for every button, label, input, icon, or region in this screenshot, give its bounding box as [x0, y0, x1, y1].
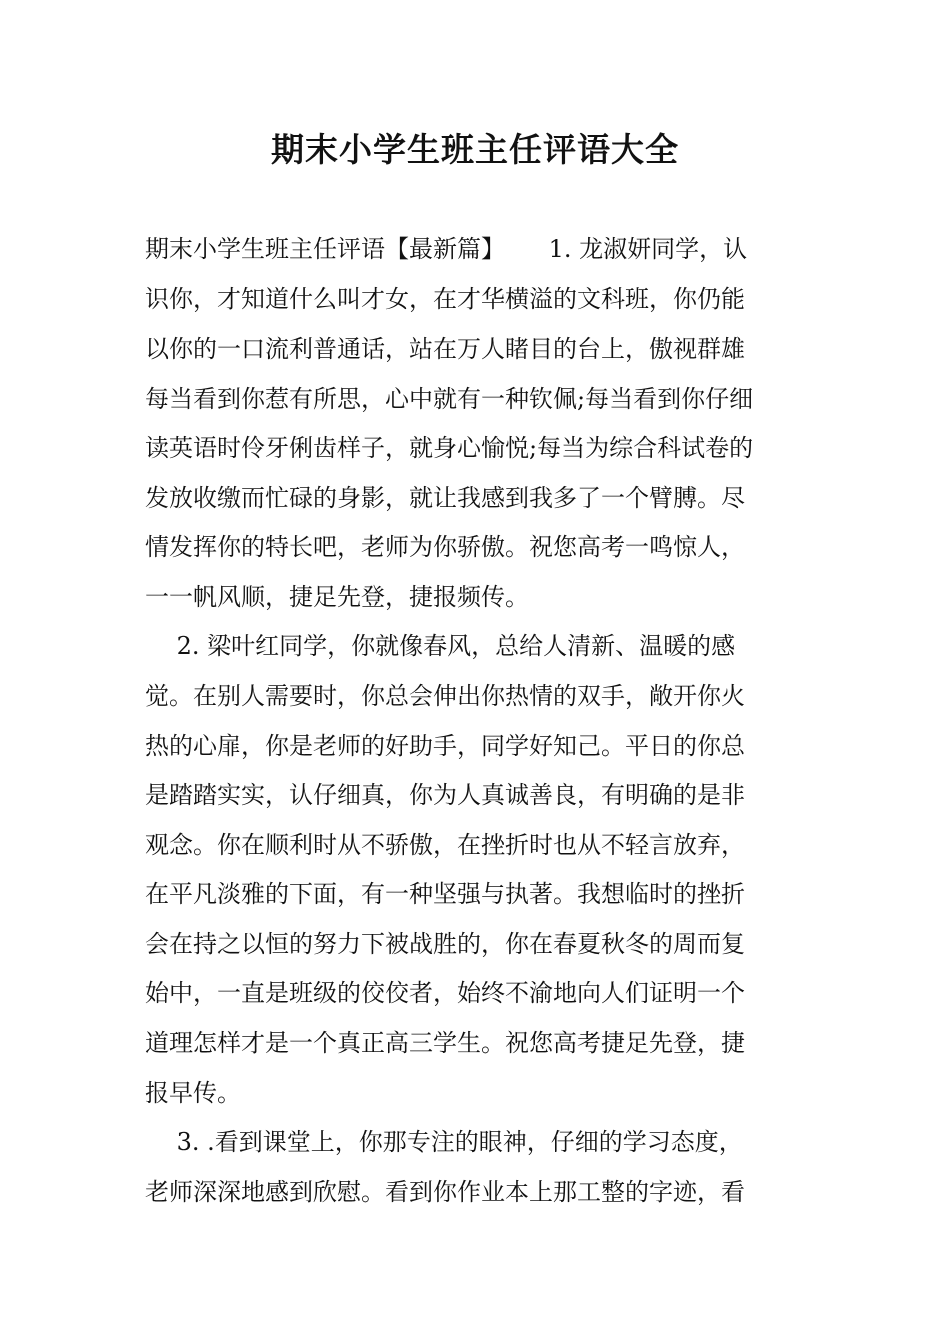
text-line: 热的心扉，你是老师的好助手，同学好知己。平日的你总: [145, 732, 745, 760]
text-line: 读英语时伶牙俐齿样子，就身心愉悦;每当为综合科试卷的: [145, 434, 754, 462]
text-line: 在平凡淡雅的下面，有一种坚强与执著。我想临时的挫折: [145, 880, 745, 908]
text-line: 道理怎样才是一个真正高三学生。祝您高考捷足先登，捷: [145, 1029, 745, 1057]
document-title: 期末小学生班主任评语大全: [271, 130, 679, 169]
text-line: 觉。在别人需要时，你总会伸出你热情的双手，敞开你火: [145, 682, 745, 710]
text-line: 是踏踏实实，认仔细真，你为人真诚善良，有明确的是非: [145, 781, 745, 809]
text-line: 报早传。: [145, 1079, 241, 1107]
text-line: 期末小学生班主任评语【最新篇】 1. 龙淑妍同学，认: [145, 235, 748, 263]
text-line: 一一帆风顺，捷足先登，捷报频传。: [145, 583, 529, 611]
text-line: 3. .看到课堂上，你那专注的眼神，仔细的学习态度，: [145, 1128, 743, 1156]
text-line: 情发挥你的特长吧，老师为你骄傲。祝您高考一鸣惊人，: [145, 533, 745, 561]
text-line: 2. 梁叶红同学，你就像春风，总给人清新、温暖的感: [145, 632, 736, 660]
text-line: 每当看到你惹有所思，心中就有一种钦佩;每当看到你仔细: [145, 385, 754, 413]
text-line: 会在持之以恒的努力下被战胜的，你在春夏秋冬的周而复: [145, 930, 745, 958]
text-line: 观念。你在顺利时从不骄傲，在挫折时也从不轻言放弃，: [145, 831, 745, 859]
text-line: 发放收缴而忙碌的身影，就让我感到我多了一个臂膊。尽: [145, 484, 745, 512]
text-line: 以你的一口流利普通话，站在万人睹目的台上，傲视群雄: [145, 335, 745, 363]
text-line: 始中，一直是班级的佼佼者，始终不渝地向人们证明一个: [145, 979, 745, 1007]
text-line: 识你，才知道什么叫才女，在才华横溢的文科班，你仍能: [145, 285, 745, 313]
text-line: 老师深深地感到欣慰。看到你作业本上那工整的字迹，看: [145, 1178, 745, 1206]
